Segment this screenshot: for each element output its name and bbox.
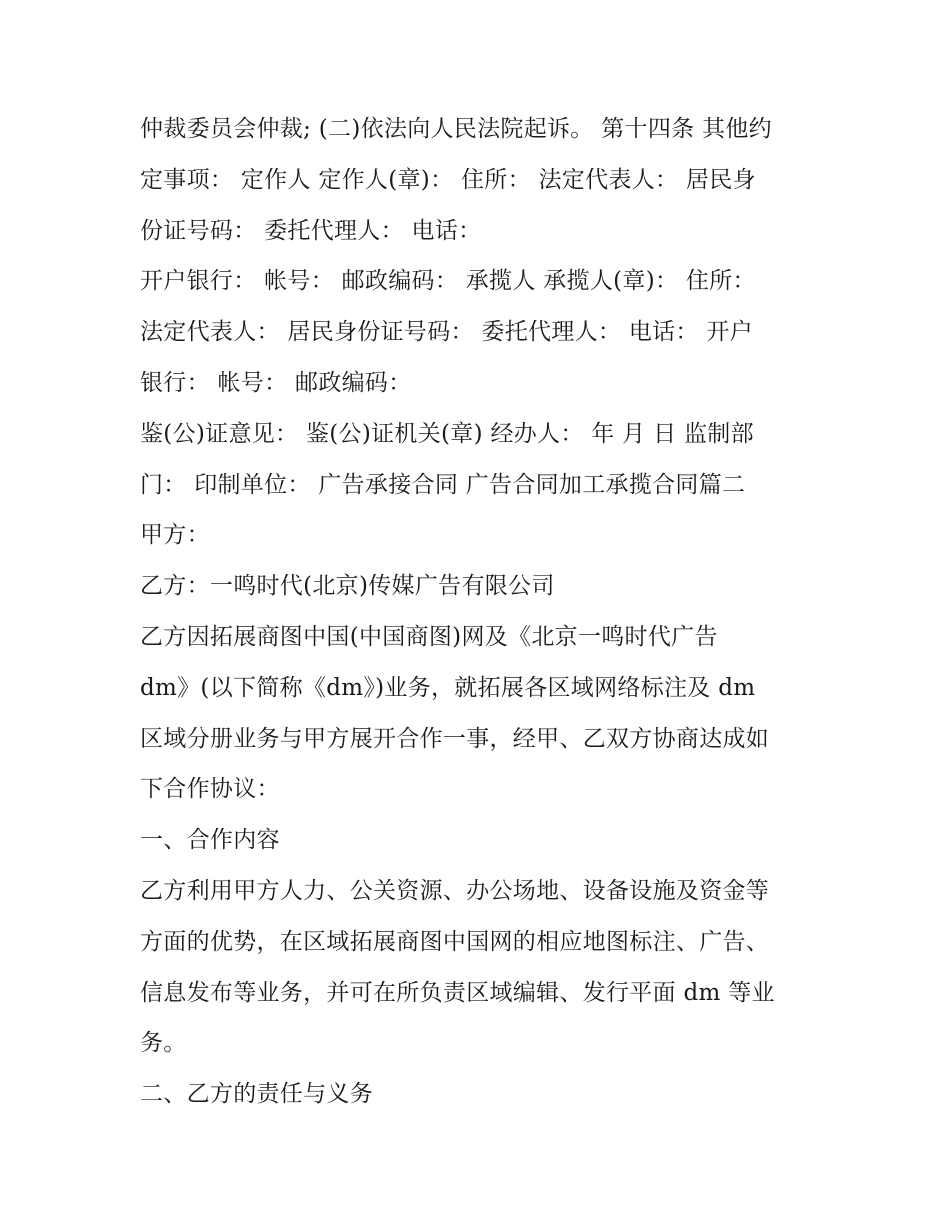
text-line: dm》(以下简称《dm》)业务，就拓展各区域网络标注及 dm <box>140 674 756 701</box>
section-heading: 一、合作内容 <box>140 827 280 854</box>
text-line: 乙方利用甲方人力、公关资源、办公场地、设备设施及资金等 <box>140 877 770 904</box>
text-line: 方面的优势，在区域拓展商图中国网的相应地图标注、广告、 <box>140 928 770 955</box>
text-line: 务。 <box>140 1030 187 1057</box>
text-line: 份证号码： 委托代理人： 电话： <box>140 217 482 244</box>
section-heading: 二、乙方的责任与义务 <box>140 1081 373 1108</box>
text-line: 信息发布等业务，并可在所负责区域编辑、发行平面 dm 等业 <box>140 979 775 1006</box>
text-line: 鉴(公)证意见： 鉴(公)证机关(章) 经办人： 年 月 日 监制部 <box>140 420 754 447</box>
text-line: 开户银行： 帐号： 邮政编码： 承揽人 承揽人(章)： 住所： <box>140 268 756 295</box>
text-line: 下合作协议： <box>140 776 280 803</box>
text-line: 区域分册业务与甲方展开合作一事，经甲、乙双方协商达成如 <box>140 725 770 752</box>
document-body <box>140 104 820 1120</box>
text-line: 定事项： 定作人 定作人(章)： 住所： 法定代表人： 居民身 <box>140 166 756 193</box>
text-line: 仲裁委员会仲裁; (二)依法向人民法院起诉。 第十四条 其他约 <box>140 116 772 142</box>
text-line: 银行： 帐号： 邮政编码： <box>140 369 412 396</box>
text-line: 甲方： <box>140 522 210 549</box>
text-line: 乙方因拓展商图中国(中国商图)网及《北京一鸣时代广告 <box>140 623 718 650</box>
text-line: 法定代表人： 居民身份证号码： 委托代理人： 电话： 开户 <box>140 319 753 346</box>
text-line: 门： 印制单位： 广告承接合同 广告合同加工承揽合同篇二 <box>140 471 746 498</box>
text-line: 乙方：一鸣时代(北京)传媒广告有限公司 <box>140 573 555 600</box>
